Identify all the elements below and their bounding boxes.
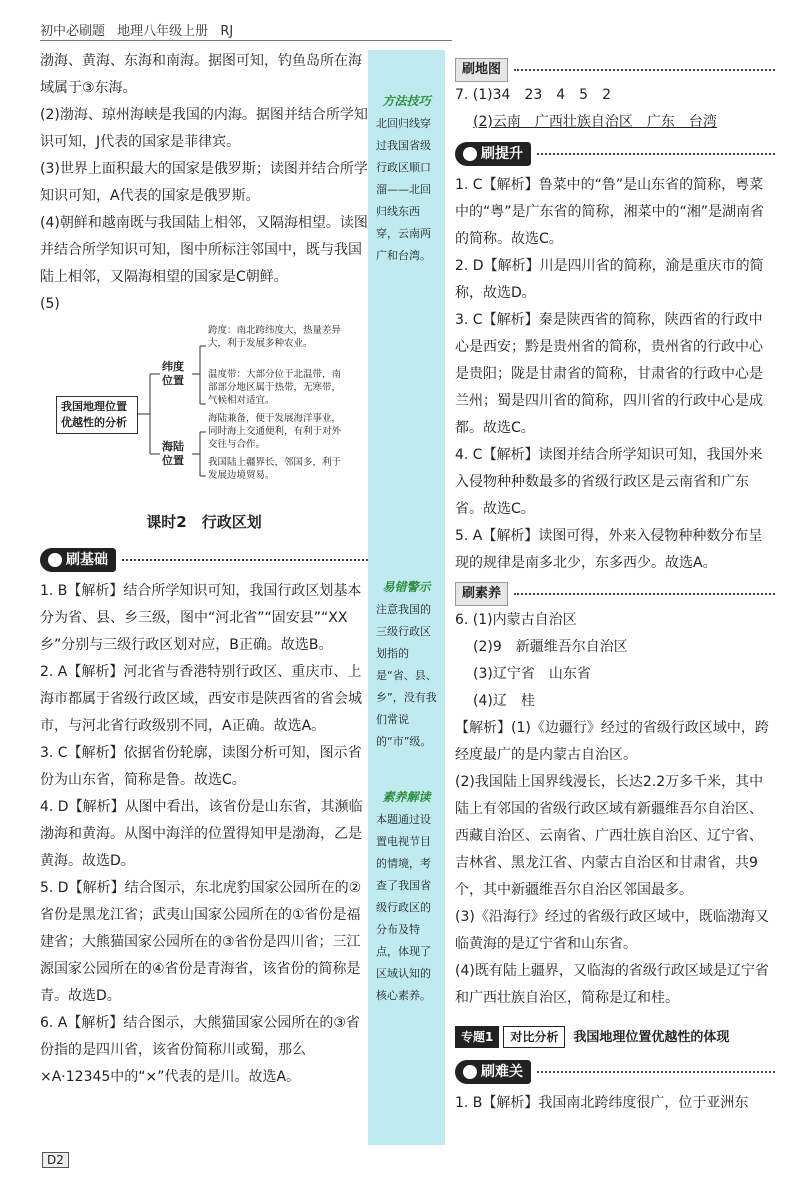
map-tab: 刷地图 [455, 58, 508, 82]
left-column [40, 48, 368, 1091]
location-advantage-diagram [40, 324, 368, 499]
answer-continuation: 渤海、黄海、东海和南海。据图可知，钓鱼岛所在海域属于③东海。 [40, 53, 362, 96]
improve-answer-2: 2. D【解析】川是四川省的简称，渝是重庆市的简称，故选D。 [455, 258, 764, 301]
header-rule [40, 40, 452, 41]
diagram-border: 我国陆上疆界长，邻国多，利于发展边境贸易。 [208, 457, 342, 481]
tip-method [368, 84, 445, 267]
topic-number: 专题1 [455, 1026, 499, 1048]
banner-label: 刷提升 [481, 146, 523, 162]
brush-icon [48, 553, 62, 567]
tip-method-body: 北回归线穿过我国省级行政区顺口溜——北回归线东西穿，云南两广和台湾。 [376, 117, 431, 262]
literacy-analysis-3: (3)《沿海行》经过的省级行政区域中，既临渤海又临黄海的是辽宁省和山东省。 [455, 909, 769, 952]
answer-4: 4. D【解析】从图中看出，该省份是山东省，其濒临渤海和黄海。从图中海洋的位置得知甲是渤海，乙是黄海。故选D。 [40, 799, 363, 869]
answer-7-part-2: (2)云南 广西壮族自治区 广东 台湾 [473, 114, 717, 130]
literacy-answer-1: 6. (1)内蒙古自治区 [455, 612, 577, 628]
brush-icon [463, 147, 477, 161]
literacy-answer-2: (2)9 新疆维吾尔自治区 [473, 639, 628, 655]
tip-warning-body: 注意我国的三级行政区划指的是“省、县、乡”，没有我们常说的“市”级。 [376, 603, 437, 748]
subject-name: 地理八年级上册 [117, 24, 209, 39]
topic-title: 我国地理位置优越性的体现 [573, 1029, 730, 1045]
banner-badge [455, 1060, 531, 1084]
lesson-title: 课时2 行政区划 [146, 513, 262, 531]
literacy-answer-4: (4)辽 桂 [473, 693, 535, 709]
diagram-latitude-span: 跨度：南北跨纬度大，热量差异大，利于发展多种农业。 [208, 325, 342, 349]
tip-literacy-body: 本题通过设置电视节目的情境，考查了我国省级行政区的分布及特点，体现了区域认知的核心素养。 [376, 813, 431, 1002]
answer-7-part-1: 7. (1)34 23 4 5 2 [455, 87, 611, 103]
page-number: D2 [42, 1152, 69, 1168]
banner-badge [40, 548, 116, 572]
brush-icon [463, 1065, 477, 1079]
literacy-section-header [455, 581, 775, 607]
banner-dots [122, 559, 368, 561]
edition: RJ [220, 24, 234, 39]
improve-answer-1: 1. C【解析】鲁菜中的“鲁”是山东省的简称，粤菜中的“粤”是广东省的简称，湘菜中的“湘”是湖南省的简称。故选C。 [455, 177, 765, 247]
map-dots [514, 69, 775, 71]
tip-warning [368, 570, 445, 753]
section-banner-basic [40, 546, 368, 574]
literacy-tab: 刷素养 [455, 582, 508, 606]
answer-part-3: (3)世界上面积最大的国家是俄罗斯；读图并结合所学知识可知，A代表的国家是俄罗斯。 [40, 161, 368, 204]
improve-answer-5: 5. A【解析】读图可得，外来入侵物种种数分布呈现的规律是南多北少，东多西少。故选A。 [455, 528, 763, 571]
section-banner-hard [455, 1058, 775, 1086]
diagram-latitude-node: 纬度位置 [162, 360, 184, 387]
hard-answer-1: 1. B【解析】我国南北跨纬度很广，位于亚洲东 [455, 1095, 749, 1111]
answer-1: 1. B【解析】结合所学知识可知，我国行政区划基本分为省、县、乡三级，图中“河北省”“固安县”“XX乡”分别与三级行政区划对应，B正确。故选B。 [40, 583, 362, 653]
banner-label: 刷难关 [481, 1064, 523, 1080]
tip-literacy [368, 780, 445, 1007]
tip-method-title: 方法技巧 [382, 94, 431, 108]
literacy-answer-3: (3)辽宁省 山东省 [473, 666, 591, 682]
improve-answer-3: 3. C【解析】秦是陕西省的简称，陕西省的行政中心是西安；黔是贵州省的简称，贵州省的行政中心是贵阳；陇是甘肃省的简称，甘肃省的行政中心是兰州；蜀是四川省的简称，四川省的行政中心是成都。故选C。 [455, 312, 763, 436]
diagram-root: 我国地理位置优越性的分析 [56, 396, 138, 434]
tip-literacy-title: 素养解读 [382, 790, 431, 804]
banner-dots [537, 153, 775, 155]
book-name: 初中必刷题 [40, 24, 106, 39]
answer-part-2: (2)渤海、琼州海峡是我国的内海。据图并结合所学知识可知，J代表的国家是菲律宾。 [40, 107, 368, 150]
literacy-analysis-4: (4)既有陆上疆界，又临海的省级行政区域是辽宁省和广西壮族自治区，简称是辽和桂。 [455, 963, 769, 1006]
literacy-analysis-1: 【解析】(1)《边疆行》经过的省级行政区域中，跨经度最广的是内蒙古自治区。 [455, 720, 769, 763]
topic-type: 对比分析 [503, 1026, 565, 1048]
map-section-header [455, 58, 775, 82]
answer-5: 5. D【解析】结合图示，东北虎豹国家公园所在的②省份是黑龙江省；武夷山国家公园所在的①省份是福建省；大熊猫国家公园所在的③省份是四川省；三江源国家公园所在的④省份是青海省，该省份的简称是青。故选D。 [40, 880, 362, 1004]
diagram-land-sea-node: 海陆位置 [162, 440, 184, 467]
improve-answer-4: 4. C【解析】读图并结合所学知识可知，我国外来入侵物种种数最多的省级行政区是云南省和广东省。故选C。 [455, 447, 763, 517]
banner-label: 刷基础 [66, 552, 108, 568]
topic-header [455, 1024, 775, 1050]
answer-part-5: (5) [40, 296, 60, 312]
right-column [455, 58, 775, 1117]
banner-badge [455, 142, 531, 166]
tips-sidebar [368, 50, 445, 1145]
answer-6: 6. A【解析】结合图示，大熊猫国家公园所在的③省份指的是四川省，该省份简称川或蜀，那么×A·12345中的“×”代表的是川。故选A。 [40, 1015, 360, 1085]
answer-2: 2. A【解析】河北省与香港特别行政区、重庆市、上海市都属于省级行政区域，西安市是陕西省的省会城市，与河北省行政级别不同，A正确。故选A。 [40, 664, 362, 734]
literacy-analysis-2: (2)我国陆上国界线漫长，长达2.2万多千米，其中陆上有邻国的省级行政区域有新疆维吾尔自治区、西藏自治区、云南省、广西壮族自治区、辽宁省、吉林省、黑龙江省、内蒙古自治区和甘肃省，共9个，其中新疆维吾尔自治区邻国最多。 [455, 774, 764, 898]
literacy-dots [514, 593, 775, 595]
diagram-temperature-zone: 温度带：大部分位于北温带，南部部分地区属于热带，无寒带，气候相对适宜。 [208, 369, 342, 406]
section-banner-improve [455, 140, 775, 168]
banner-dots [537, 1071, 775, 1073]
answer-3: 3. C【解析】依据省份轮廓，读图分析可知，图示省份为山东省，简称是鲁。故选C。 [40, 745, 362, 788]
running-header [40, 20, 760, 48]
diagram-sea-land: 海陆兼备，便于发展海洋事业，同时海上交通便利，有利于对外交往与合作。 [208, 413, 342, 450]
tip-warning-title: 易错警示 [382, 580, 431, 594]
answer-part-4: (4)朝鲜和越南既与我国陆上相邻，又隔海相望。读图并结合所学知识可知，图中所标注邻国中，既与我国陆上相邻，又隔海相望的国家是C朝鲜。 [40, 215, 368, 285]
